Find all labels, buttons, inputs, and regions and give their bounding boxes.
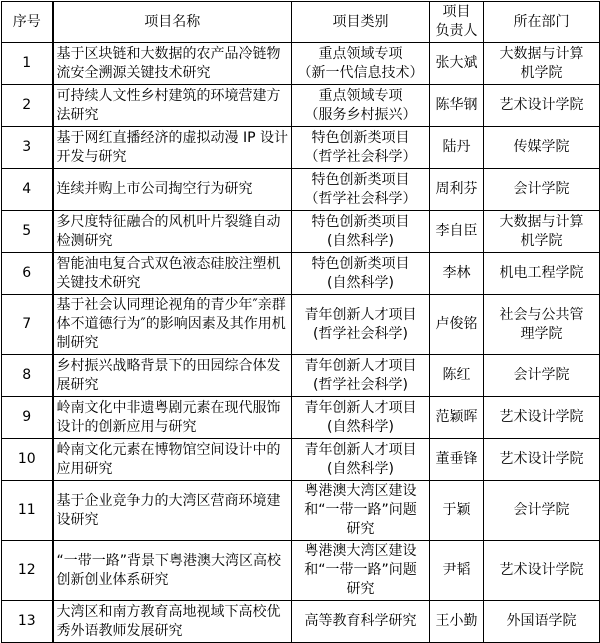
header-dept: 所在部门 — [484, 2, 600, 43]
row-number: 8 — [2, 355, 53, 397]
project-category: 粤港澳大湾区建设 和“一带一路”问题 研究 — [292, 541, 430, 601]
department: 艺术设计学院 — [484, 439, 600, 481]
project-name: 乡村振兴战略背景下的田园综合体发展研究 — [53, 355, 292, 397]
project-name: 智能油电复合式双色液态硅胶注塑机关键技术研究 — [53, 253, 292, 295]
department: 艺术设计学院 — [484, 541, 600, 601]
table-row — [2, 211, 600, 253]
project-leader: 周利芬 — [430, 169, 484, 211]
project-name: 岭南文化元素在博物馆空间设计中的应用研究 — [53, 439, 292, 481]
department: 艺术设计学院 — [484, 397, 600, 439]
header-name: 项目名称 — [53, 2, 292, 43]
department: 机电工程学院 — [484, 253, 600, 295]
project-name: “一带一路”背景下粤港澳大湾区高校创新创业体系研究 — [53, 541, 292, 601]
row-number: 4 — [2, 169, 53, 211]
project-leader: 卢俊铭 — [430, 295, 484, 355]
row-number: 9 — [2, 397, 53, 439]
department: 艺术设计学院 — [484, 85, 600, 127]
department: 外国语学院 — [484, 601, 600, 643]
project-category: 粤港澳大湾区建设 和“一带一路”问题 研究 — [292, 481, 430, 541]
project-table — [1, 1, 600, 643]
department: 传媒学院 — [484, 127, 600, 169]
row-number: 13 — [2, 601, 53, 643]
project-leader: 王小勤 — [430, 601, 484, 643]
table-row — [2, 127, 600, 169]
table-row — [2, 43, 600, 85]
project-name: 可持续人文性乡村建筑的环境营建方法研究 — [53, 85, 292, 127]
project-category: 特色创新类项目 (自然科学) — [292, 211, 430, 253]
department: 会计学院 — [484, 481, 600, 541]
department: 会计学院 — [484, 169, 600, 211]
department: 大数据与计算 机学院 — [484, 43, 600, 85]
project-category: 青年创新人才项目 (自然科学) — [292, 397, 430, 439]
row-number: 7 — [2, 295, 53, 355]
table-row — [2, 253, 600, 295]
row-number: 2 — [2, 85, 53, 127]
table-row — [2, 397, 600, 439]
row-number: 5 — [2, 211, 53, 253]
project-leader: 尹韬 — [430, 541, 484, 601]
project-category: 高等教育科学研究 — [292, 601, 430, 643]
row-number: 11 — [2, 481, 53, 541]
table-row — [2, 541, 600, 601]
row-number: 1 — [2, 43, 53, 85]
row-number: 6 — [2, 253, 53, 295]
project-category: 特色创新类项目 （哲学社会科学） — [292, 127, 430, 169]
table-body — [2, 43, 600, 643]
project-leader: 陈红 — [430, 355, 484, 397]
project-name: 基于企业竞争力的大湾区营商环境建设研究 — [53, 481, 292, 541]
department: 会计学院 — [484, 355, 600, 397]
header-no: 序号 — [2, 2, 53, 43]
project-leader: 陆丹 — [430, 127, 484, 169]
table-row — [2, 439, 600, 481]
row-number: 3 — [2, 127, 53, 169]
department: 社会与公共管 理学院 — [484, 295, 600, 355]
project-category: 特色创新类项目 （哲学社会科学） — [292, 169, 430, 211]
header-leader: 项目 负责人 — [430, 2, 484, 43]
project-leader: 于颖 — [430, 481, 484, 541]
table-row — [2, 481, 600, 541]
table-row — [2, 601, 600, 643]
project-category: 青年创新人才项目 (哲学社会科学) — [292, 295, 430, 355]
department: 大数据与计算 机学院 — [484, 211, 600, 253]
project-leader: 陈华钢 — [430, 85, 484, 127]
project-name: 基于区块链和大数据的农产品冷链物流安全溯源关键技术研究 — [53, 43, 292, 85]
project-name: 连续并购上市公司掏空行为研究 — [53, 169, 292, 211]
table-row — [2, 295, 600, 355]
row-number: 10 — [2, 439, 53, 481]
table-row — [2, 169, 600, 211]
project-leader: 李林 — [430, 253, 484, 295]
project-name: 基于社会认同理论视角的青少年″亲群体不道德行为″的影响因素及其作用机制研究 — [53, 295, 292, 355]
project-category: 重点领域专项 （服务乡村振兴） — [292, 85, 430, 127]
table-row — [2, 85, 600, 127]
project-leader: 李自臣 — [430, 211, 484, 253]
row-number: 12 — [2, 541, 53, 601]
table-row — [2, 355, 600, 397]
project-category: 青年创新人才项目 (哲学社会科学) — [292, 355, 430, 397]
project-category: 特色创新类项目 (自然科学) — [292, 253, 430, 295]
project-leader: 范颖晖 — [430, 397, 484, 439]
project-category: 青年创新人才项目 (自然科学) — [292, 439, 430, 481]
table-header-row — [2, 2, 600, 43]
project-leader: 董垂锋 — [430, 439, 484, 481]
project-name: 多尺度特征融合的风机叶片裂缝自动检测研究 — [53, 211, 292, 253]
project-category: 重点领域专项 （新一代信息技术） — [292, 43, 430, 85]
project-leader: 张大斌 — [430, 43, 484, 85]
project-name: 岭南文化中非遗粤剧元素在现代服饰设计的创新应用与研究 — [53, 397, 292, 439]
project-name: 大湾区和南方教育高地视域下高校优秀外语教师发展研究 — [53, 601, 292, 643]
header-category: 项目类别 — [292, 2, 430, 43]
project-name: 基于网红直播经济的虚拟动漫 IP 设计开发与研究 — [53, 127, 292, 169]
